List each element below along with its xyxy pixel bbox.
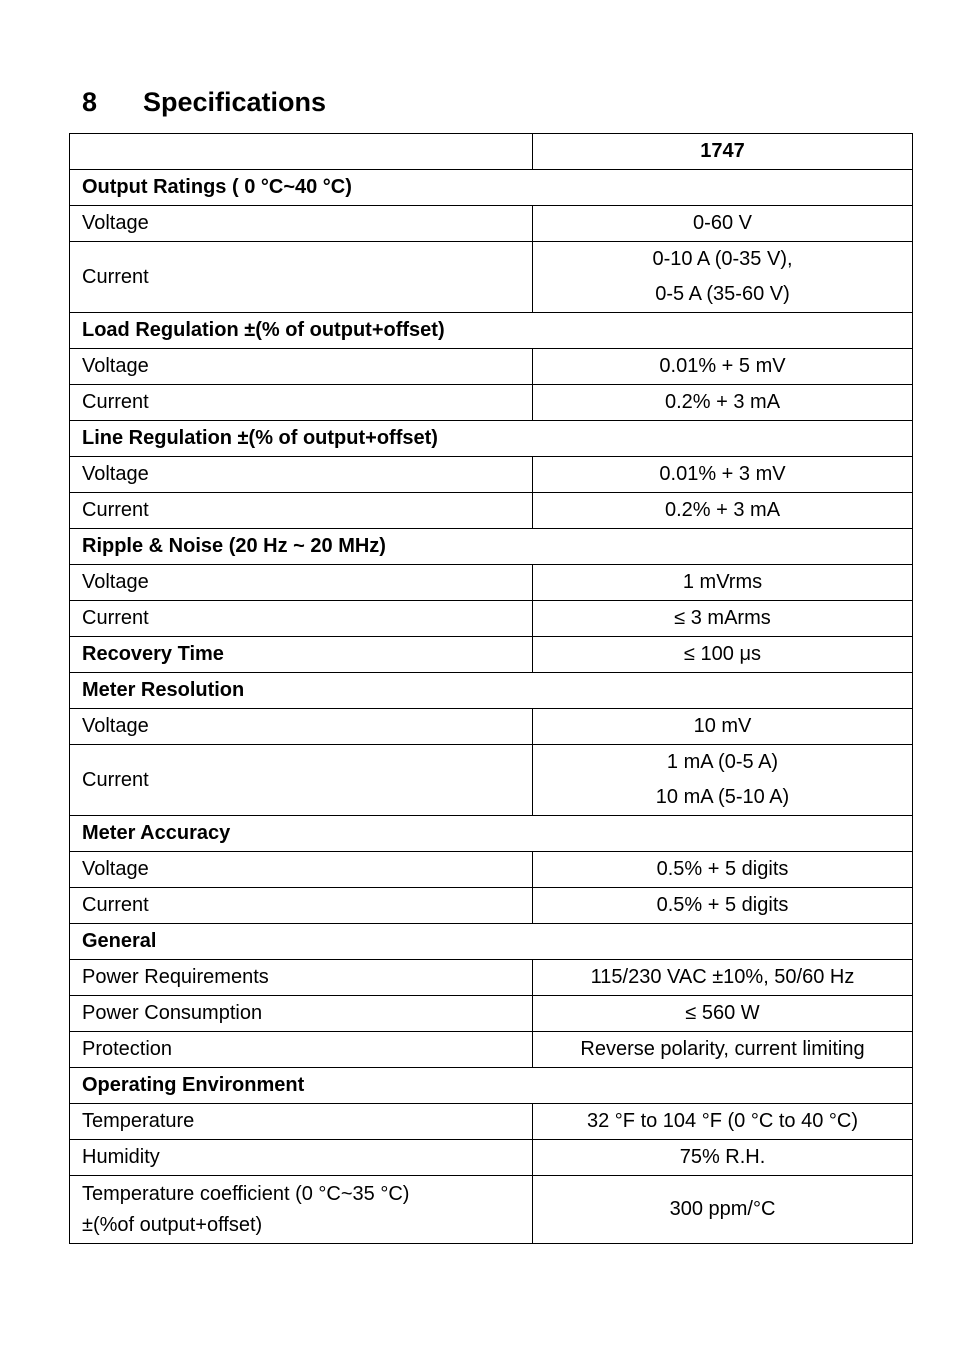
table-header-row [70, 134, 913, 170]
row-label: Voltage [70, 709, 533, 745]
row-label: Current [70, 242, 533, 313]
row-value-line: 1 mA (0-5 A) [666, 751, 779, 773]
row-value-line: 0-10 A (0-35 V), [652, 248, 793, 270]
row-value: 0.5% + 5 digits [533, 888, 913, 924]
table-row [70, 457, 913, 493]
row-label: Temperature [70, 1104, 533, 1140]
row-value: 0.5% + 5 digits [533, 852, 913, 888]
row-value: 32 °F to 104 °F (0 °C to 40 °C) [533, 1104, 913, 1140]
row-label: Current [70, 385, 533, 421]
table-row [70, 565, 913, 601]
row-value: 75% R.H. [533, 1140, 913, 1176]
section-row [70, 421, 913, 457]
row-label: Voltage [70, 206, 533, 242]
row-value [533, 242, 913, 313]
section-label: Line Regulation ±(% of output+offset) [70, 421, 913, 457]
section-row [70, 529, 913, 565]
table-row [70, 1104, 913, 1140]
table-row [70, 960, 913, 996]
section-row [70, 924, 913, 960]
table-row [70, 493, 913, 529]
table-row [70, 1176, 913, 1244]
row-value: Reverse polarity, current limiting [533, 1032, 913, 1068]
table-row [70, 206, 913, 242]
row-label: Protection [70, 1032, 533, 1068]
row-value: 0.01% + 3 mV [533, 457, 913, 493]
table-row [70, 637, 913, 673]
row-label: Voltage [70, 457, 533, 493]
table-row [70, 745, 913, 816]
row-label: Current [70, 601, 533, 637]
model-header: 1747 [533, 134, 913, 170]
table-row [70, 1032, 913, 1068]
row-value: 300 ppm/°C [533, 1176, 913, 1244]
row-value: 0-60 V [533, 206, 913, 242]
row-value: 10 mV [533, 709, 913, 745]
section-row [70, 673, 913, 709]
row-value-line: 10 mA (5-10 A) [655, 786, 790, 808]
row-value: 0.2% + 3 mA [533, 493, 913, 529]
section-row [70, 313, 913, 349]
table-row [70, 242, 913, 313]
section-row [70, 1068, 913, 1104]
row-value: 0.2% + 3 mA [533, 385, 913, 421]
section-label: General [70, 924, 913, 960]
row-label-line: ±(%of output+offset) [82, 1213, 263, 1236]
section-label: Operating Environment [70, 1068, 913, 1104]
table-row [70, 996, 913, 1032]
section-label: Ripple & Noise (20 Hz ~ 20 MHz) [70, 529, 913, 565]
row-value [533, 745, 913, 816]
section-number: 8 [82, 87, 98, 117]
row-label: Current [70, 745, 533, 816]
section-label: Load Regulation ±(% of output+offset) [70, 313, 913, 349]
row-label: Power Consumption [70, 996, 533, 1032]
specifications-table [69, 133, 913, 1244]
section-row [70, 816, 913, 852]
table-row [70, 852, 913, 888]
row-label: Current [70, 888, 533, 924]
row-label: Humidity [70, 1140, 533, 1176]
table-row [70, 385, 913, 421]
row-label [70, 1176, 533, 1244]
table-row [70, 709, 913, 745]
row-value: 0.01% + 5 mV [533, 349, 913, 385]
section-heading [82, 84, 326, 120]
row-label: Voltage [70, 852, 533, 888]
row-label: Voltage [70, 349, 533, 385]
row-value-line: 0-5 A (35-60 V) [655, 283, 790, 305]
row-value: ≤ 3 mArms [533, 601, 913, 637]
section-row [70, 170, 913, 206]
table-row [70, 349, 913, 385]
row-value: ≤ 560 W [533, 996, 913, 1032]
section-title: Specifications [143, 87, 327, 117]
table-row [70, 601, 913, 637]
row-label: Voltage [70, 565, 533, 601]
section-label: Meter Resolution [70, 673, 913, 709]
row-value: ≤ 100 μs [533, 637, 913, 673]
row-value: 1 mVrms [533, 565, 913, 601]
section-label: Output Ratings ( 0 °C~40 °C) [70, 170, 913, 206]
row-label-line: Temperature coefficient (0 °C~35 °C) [82, 1182, 410, 1205]
row-label: Recovery Time [70, 637, 533, 673]
header-blank-cell [70, 134, 533, 170]
row-label: Power Requirements [70, 960, 533, 996]
row-value: 115/230 VAC ±10%, 50/60 Hz [533, 960, 913, 996]
table-row [70, 888, 913, 924]
section-label: Meter Accuracy [70, 816, 913, 852]
row-label: Current [70, 493, 533, 529]
table-row [70, 1140, 913, 1176]
